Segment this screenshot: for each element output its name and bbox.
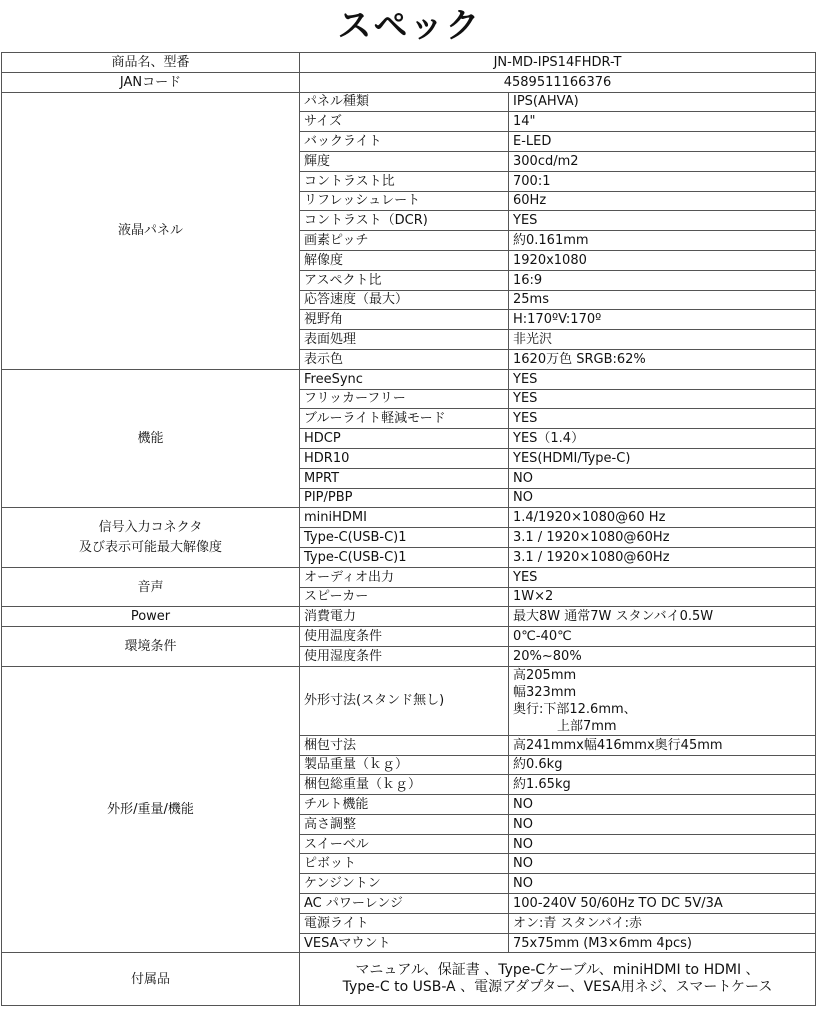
category-features: 機能 bbox=[2, 369, 300, 508]
category-connectors bbox=[2, 508, 300, 567]
spec-label: 高さ調整 bbox=[300, 814, 509, 834]
spec-value: YES(HDMI/Type-C) bbox=[509, 448, 816, 468]
category-connectors-line2: 及び表示可能最大解像度 bbox=[78, 539, 222, 555]
spec-value: 非光沢 bbox=[509, 330, 816, 350]
product-name-label: 商品名、型番 bbox=[2, 53, 300, 73]
spec-value: 16:9 bbox=[509, 270, 816, 290]
spec-label: 梱包寸法 bbox=[300, 735, 509, 755]
spec-value: YES（1.4） bbox=[509, 429, 816, 449]
table-row bbox=[2, 92, 816, 112]
spec-value: NO bbox=[509, 814, 816, 834]
spec-label: サイズ bbox=[300, 112, 509, 132]
category-environment: 環境条件 bbox=[2, 627, 300, 667]
accessories-line2: Type-C to USB-A 、電源アダプター、VESA用ネジ、スマートケース bbox=[342, 979, 773, 996]
table-row bbox=[2, 369, 816, 389]
category-connectors-line1: 信号入力コネクタ bbox=[98, 519, 203, 535]
spec-value: 約1.65kg bbox=[509, 775, 816, 795]
table-row bbox=[2, 953, 816, 1006]
jan-code-value: 4589511166376 bbox=[300, 72, 816, 92]
spec-value: 14" bbox=[509, 112, 816, 132]
spec-value: NO bbox=[509, 834, 816, 854]
dimensions-line: 奥行:下部12.6mm、 bbox=[513, 701, 637, 717]
category-panel: 液晶パネル bbox=[2, 92, 300, 369]
table-row bbox=[2, 508, 816, 528]
spec-label: PIP/PBP bbox=[300, 488, 509, 508]
category-physical: 外形/重量/機能 bbox=[2, 666, 300, 953]
spec-value: 1W×2 bbox=[509, 587, 816, 607]
page-title: スペック bbox=[337, 6, 482, 46]
spec-label: ブルーライト軽減モード bbox=[300, 409, 509, 429]
dimensions-line: 上部7mm bbox=[557, 718, 617, 734]
spec-value: 約0.6kg bbox=[509, 755, 816, 775]
spec-label: スイーベル bbox=[300, 834, 509, 854]
table-row bbox=[2, 627, 816, 647]
spec-label: パネル種類 bbox=[300, 92, 509, 112]
spec-value: 3.1 / 1920×1080@60Hz bbox=[509, 528, 816, 548]
spec-label: バックライト bbox=[300, 132, 509, 152]
spec-label: チルト機能 bbox=[300, 795, 509, 815]
spec-value: 20%~80% bbox=[509, 646, 816, 666]
spec-label: 視野角 bbox=[300, 310, 509, 330]
spec-value: YES bbox=[509, 409, 816, 429]
accessories-line1: マニュアル、保証書 、Type-Cケーブル、miniHDMI to HDMI 、 bbox=[355, 962, 760, 979]
spec-label: 応答速度（最大） bbox=[300, 290, 509, 310]
spec-label: HDCP bbox=[300, 429, 509, 449]
spec-label: 使用湿度条件 bbox=[300, 646, 509, 666]
spec-value: YES bbox=[509, 211, 816, 231]
dimensions-line: 幅323mm bbox=[513, 684, 577, 700]
spec-label: オーディオ出力 bbox=[300, 567, 509, 587]
spec-label: 表示色 bbox=[300, 349, 509, 369]
spec-value: 高241mmx幅416mmx奥行45mm bbox=[509, 735, 816, 755]
spec-value: IPS(AHVA) bbox=[509, 92, 816, 112]
dimensions-line: 高205mm bbox=[513, 667, 577, 683]
spec-value: E-LED bbox=[509, 132, 816, 152]
category-audio: 音声 bbox=[2, 567, 300, 607]
spec-value: H:170ºV:170º bbox=[509, 310, 816, 330]
spec-label: 電源ライト bbox=[300, 913, 509, 933]
spec-value: NO bbox=[509, 854, 816, 874]
spec-value: 300cd/m2 bbox=[509, 151, 816, 171]
spec-label: FreeSync bbox=[300, 369, 509, 389]
accessories-value bbox=[300, 953, 816, 1006]
spec-label: 消費電力 bbox=[300, 607, 509, 627]
spec-label: コントラスト比 bbox=[300, 171, 509, 191]
spec-value: 3.1 / 1920×1080@60Hz bbox=[509, 547, 816, 567]
spec-label: 輝度 bbox=[300, 151, 509, 171]
spec-value: 1620万色 SRGB:62% bbox=[509, 349, 816, 369]
spec-value: NO bbox=[509, 795, 816, 815]
spec-value: 25ms bbox=[509, 290, 816, 310]
dimensions-value bbox=[509, 666, 816, 735]
spec-label: リフレッシュレート bbox=[300, 191, 509, 211]
product-name-value: JN-MD-IPS14FHDR-T bbox=[300, 53, 816, 73]
spec-value: 75x75mm (M3×6mm 4pcs) bbox=[509, 933, 816, 953]
spec-label: Type-C(USB-C)1 bbox=[300, 528, 509, 548]
spec-label: ピボット bbox=[300, 854, 509, 874]
spec-label: HDR10 bbox=[300, 448, 509, 468]
spec-label: 製品重量（ｋｇ） bbox=[300, 755, 509, 775]
spec-label: 梱包総重量（ｋｇ） bbox=[300, 775, 509, 795]
spec-label: 外形寸法(スタンド無し) bbox=[300, 666, 509, 735]
spec-label: 使用温度条件 bbox=[300, 627, 509, 647]
spec-label: miniHDMI bbox=[300, 508, 509, 528]
spec-value: 100-240V 50/60Hz TO DC 5V/3A bbox=[509, 894, 816, 914]
spec-value: オン:青 スタンバイ:赤 bbox=[509, 913, 816, 933]
spec-label: アスペクト比 bbox=[300, 270, 509, 290]
spec-value: 700:1 bbox=[509, 171, 816, 191]
category-power: Power bbox=[2, 607, 300, 627]
spec-value: YES bbox=[509, 389, 816, 409]
spec-value: 1.4/1920×1080@60 Hz bbox=[509, 508, 816, 528]
spec-label: スピーカー bbox=[300, 587, 509, 607]
table-row bbox=[2, 53, 816, 73]
spec-value: 最大8W 通常7W スタンバイ0.5W bbox=[509, 607, 816, 627]
spec-table bbox=[1, 52, 816, 1006]
spec-value: NO bbox=[509, 488, 816, 508]
spec-value: 約0.161mm bbox=[509, 231, 816, 251]
jan-code-label: JANコード bbox=[2, 72, 300, 92]
spec-value: NO bbox=[509, 468, 816, 488]
spec-label: AC パワーレンジ bbox=[300, 894, 509, 914]
spec-label: 画素ピッチ bbox=[300, 231, 509, 251]
spec-value: 60Hz bbox=[509, 191, 816, 211]
spec-label: 解像度 bbox=[300, 250, 509, 270]
table-row bbox=[2, 567, 816, 587]
spec-label: ケンジントン bbox=[300, 874, 509, 894]
spec-label: Type-C(USB-C)1 bbox=[300, 547, 509, 567]
spec-value: 0℃-40℃ bbox=[509, 627, 816, 647]
spec-label: コントラスト（DCR) bbox=[300, 211, 509, 231]
table-row bbox=[2, 607, 816, 627]
table-row bbox=[2, 666, 816, 735]
spec-label: フリッカーフリー bbox=[300, 389, 509, 409]
spec-label: MPRT bbox=[300, 468, 509, 488]
spec-value: 1920x1080 bbox=[509, 250, 816, 270]
spec-value: YES bbox=[509, 369, 816, 389]
category-accessories: 付属品 bbox=[2, 953, 300, 1006]
spec-value: YES bbox=[509, 567, 816, 587]
spec-label: VESAマウント bbox=[300, 933, 509, 953]
table-row bbox=[2, 72, 816, 92]
spec-label: 表面処理 bbox=[300, 330, 509, 350]
spec-value: NO bbox=[509, 874, 816, 894]
